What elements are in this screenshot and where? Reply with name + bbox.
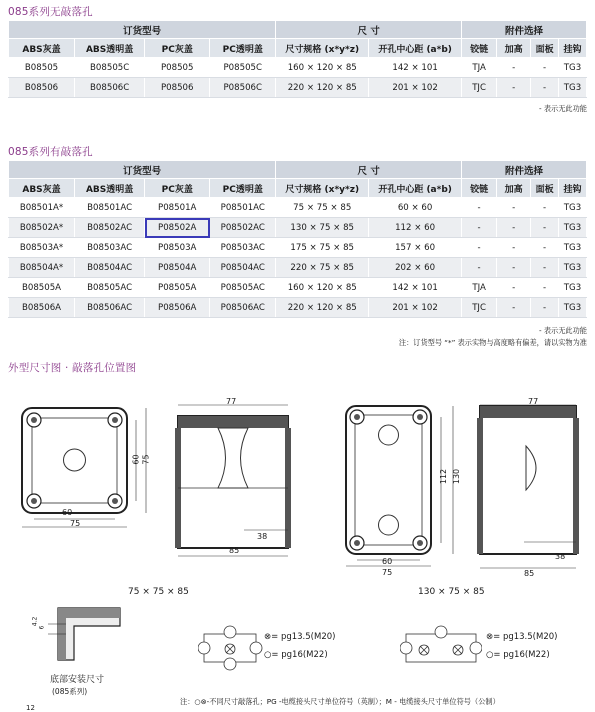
table-cell: -	[531, 58, 559, 78]
table-cell: -	[497, 298, 531, 318]
group-accessories: 附件选择	[462, 21, 587, 39]
dim-label: 60	[382, 557, 393, 566]
table-cell: B08505	[9, 58, 75, 78]
table-row	[9, 258, 587, 278]
table-cell: -	[497, 278, 531, 298]
col-header: PC灰盖	[145, 39, 210, 58]
table-row	[9, 58, 587, 78]
table-cell: -	[497, 58, 531, 78]
table-row	[9, 198, 587, 218]
group-order-model: 订货型号	[9, 161, 276, 179]
front-view-130-drawing	[474, 398, 586, 583]
table-cell: B08506	[9, 78, 75, 98]
col-header: 开孔中心距 (a*b)	[369, 39, 462, 58]
table-cell: -	[531, 258, 559, 278]
table-cell: 160 × 120 × 85	[276, 278, 369, 298]
col-header: 面板	[531, 179, 559, 198]
dim-label: 75	[141, 454, 151, 465]
table-cell: B08502A*	[9, 218, 75, 238]
col-header: ABS透明盖	[75, 179, 145, 198]
table-cell: 201 × 102	[369, 298, 462, 318]
col-header: PC灰盖	[145, 179, 210, 198]
table-cell: 220 × 120 × 85	[276, 298, 369, 318]
table-cell: 60 × 60	[369, 198, 462, 218]
knockout-diagram-b	[400, 624, 482, 672]
table-cell: P08504A	[145, 258, 210, 278]
table-cell: B08506AC	[75, 298, 145, 318]
table-cell: TG3	[559, 218, 587, 238]
table-cell: 220 × 75 × 85	[276, 258, 369, 278]
table-cell: P08506C	[210, 78, 276, 98]
dim-label: 77	[226, 397, 237, 406]
table-cell: P08503A	[145, 238, 210, 258]
table-cell: TG3	[559, 278, 587, 298]
col-header: 加高	[497, 179, 531, 198]
table-cell: P08505A	[145, 278, 210, 298]
spec-table-knockout	[8, 160, 587, 318]
table-cell: TG3	[559, 298, 587, 318]
col-header: 加高	[497, 39, 531, 58]
front-view-75-drawing	[172, 398, 302, 563]
page-number: 12	[26, 704, 35, 712]
table-cell: B08504AC	[75, 258, 145, 278]
table-cell: -	[497, 218, 531, 238]
table-cell: TG3	[559, 58, 587, 78]
table-cell: P08501A	[145, 198, 210, 218]
table-cell: TG3	[559, 258, 587, 278]
table-cell: P08502AC	[210, 218, 276, 238]
col-header: ABS灰盖	[9, 39, 75, 58]
dim-label: 38	[257, 532, 268, 541]
table-cell: P08503AC	[210, 238, 276, 258]
mount-sublabel: (085系列)	[52, 687, 88, 696]
table-cell: P08506A	[145, 298, 210, 318]
section1-title: 085系列无敲落孔	[8, 6, 93, 18]
table-cell: -	[462, 238, 497, 258]
table-row	[9, 78, 587, 98]
table-cell: B08503AC	[75, 238, 145, 258]
col-header: 尺寸规格 (x*y*z)	[276, 39, 369, 58]
caption-75: 75 × 75 × 85	[128, 587, 189, 597]
table-cell: P08505C	[210, 58, 276, 78]
col-header: 尺寸规格 (x*y*z)	[276, 179, 369, 198]
dim-label: 38	[555, 552, 566, 561]
table-cell: 130 × 75 × 85	[276, 218, 369, 238]
table-cell: B08504A*	[9, 258, 75, 278]
table-cell: -	[531, 278, 559, 298]
caption-130: 130 × 75 × 85	[418, 587, 485, 597]
table-row	[9, 218, 587, 238]
top-view-130-drawing	[338, 398, 473, 573]
table1-note: - 表示无此功能	[538, 104, 587, 113]
mount-detail-drawing	[30, 604, 125, 664]
dim-label: 4.2	[31, 616, 39, 627]
table2-footnote: 注：订货型号 “*” 表示实物与高度略有偏差，请以实物为准	[398, 338, 587, 347]
group-accessories: 附件选择	[462, 161, 587, 179]
table-cell: P08505	[145, 58, 210, 78]
col-header: PC透明盖	[210, 179, 276, 198]
table-cell: TJA	[462, 278, 497, 298]
table-cell: 142 × 101	[369, 278, 462, 298]
table-cell: 75 × 75 × 85	[276, 198, 369, 218]
col-header: ABS灰盖	[9, 179, 75, 198]
table-cell: TG3	[559, 198, 587, 218]
table-cell: P08504AC	[210, 258, 276, 278]
dim-label: 130	[452, 468, 462, 485]
table-cell: -	[497, 258, 531, 278]
top-view-75-drawing	[14, 400, 164, 550]
table-cell: B08505A	[9, 278, 75, 298]
col-header: 开孔中心距 (a*b)	[369, 179, 462, 198]
table-cell: TJC	[462, 298, 497, 318]
table-cell: B08506C	[75, 78, 145, 98]
col-header: 面板	[531, 39, 559, 58]
table-cell: 112 × 60	[369, 218, 462, 238]
table-row	[9, 278, 587, 298]
section2-title: 085系列有敲落孔	[8, 146, 93, 158]
legend-pg135: ⊗= pg13.5(M20)	[264, 632, 336, 642]
table-cell: 220 × 120 × 85	[276, 78, 369, 98]
dim-label: 6	[38, 625, 46, 630]
table-cell: -	[462, 258, 497, 278]
table-cell: B08505AC	[75, 278, 145, 298]
table-cell: -	[531, 298, 559, 318]
dim-label: 85	[229, 546, 240, 555]
group-dimensions: 尺 寸	[276, 21, 462, 39]
table-cell: P08506AC	[210, 298, 276, 318]
table-cell: TG3	[559, 78, 587, 98]
highlighted-cell[interactable]: P08502A	[145, 218, 210, 238]
col-header: 挂钩	[559, 39, 587, 58]
dim-label: 75	[70, 519, 81, 528]
table-cell: B08501A*	[9, 198, 75, 218]
table-cell: P08505AC	[210, 278, 276, 298]
table-cell: 202 × 60	[369, 258, 462, 278]
table-cell: -	[531, 198, 559, 218]
table-cell: TJC	[462, 78, 497, 98]
legend-pg16: ○= pg16(M22)	[486, 650, 550, 660]
dim-label: 75	[382, 568, 393, 577]
dim-label: 60	[62, 508, 73, 517]
table-cell: B08506A	[9, 298, 75, 318]
table-cell: -	[497, 198, 531, 218]
table-cell: B08502AC	[75, 218, 145, 238]
table-cell: P08501AC	[210, 198, 276, 218]
table-cell: TJA	[462, 58, 497, 78]
table-cell: TG3	[559, 238, 587, 258]
mount-label: 底部安装尺寸	[50, 675, 105, 685]
table-cell: 160 × 120 × 85	[276, 58, 369, 78]
table-row	[9, 298, 587, 318]
dim-label: 112	[439, 468, 449, 485]
table-cell: -	[497, 238, 531, 258]
table2-note: - 表示无此功能	[538, 326, 587, 335]
legend-pg16: ○= pg16(M22)	[264, 650, 328, 660]
section3-title: 外型尺寸图 · 敲落孔位置图	[8, 362, 137, 374]
table-cell: B08501AC	[75, 198, 145, 218]
knockout-diagram-a	[198, 624, 263, 672]
table-cell: 157 × 60	[369, 238, 462, 258]
table-cell: B08503A*	[9, 238, 75, 258]
legend-pg135: ⊗= pg13.5(M20)	[486, 632, 558, 642]
col-header: PC透明盖	[210, 39, 276, 58]
table-cell: P08506	[145, 78, 210, 98]
footnote: 注：○⊗-不同尺寸敲落孔；PG -电缆接头尺寸单位符号（英制）；M - 电缆接头尺寸单位符号（公制）	[180, 697, 500, 706]
table-cell: 175 × 75 × 85	[276, 238, 369, 258]
table-row	[9, 238, 587, 258]
table-cell: -	[531, 238, 559, 258]
table-cell: B08505C	[75, 58, 145, 78]
col-header: 铰链	[462, 39, 497, 58]
table-cell: -	[531, 218, 559, 238]
dim-label: 60	[131, 454, 141, 465]
table-cell: 142 × 101	[369, 58, 462, 78]
group-dimensions: 尺 寸	[276, 161, 462, 179]
table-cell: -	[497, 78, 531, 98]
dim-label: 77	[528, 397, 539, 406]
table-cell: 201 × 102	[369, 78, 462, 98]
table-cell: -	[531, 78, 559, 98]
col-header: ABS透明盖	[75, 39, 145, 58]
table-cell: -	[462, 198, 497, 218]
col-header: 铰链	[462, 179, 497, 198]
col-header: 挂钩	[559, 179, 587, 198]
table-cell: -	[462, 218, 497, 238]
dim-label: 85	[524, 569, 535, 578]
group-order-model: 订货型号	[9, 21, 276, 39]
spec-table-no-knockout	[8, 20, 587, 98]
